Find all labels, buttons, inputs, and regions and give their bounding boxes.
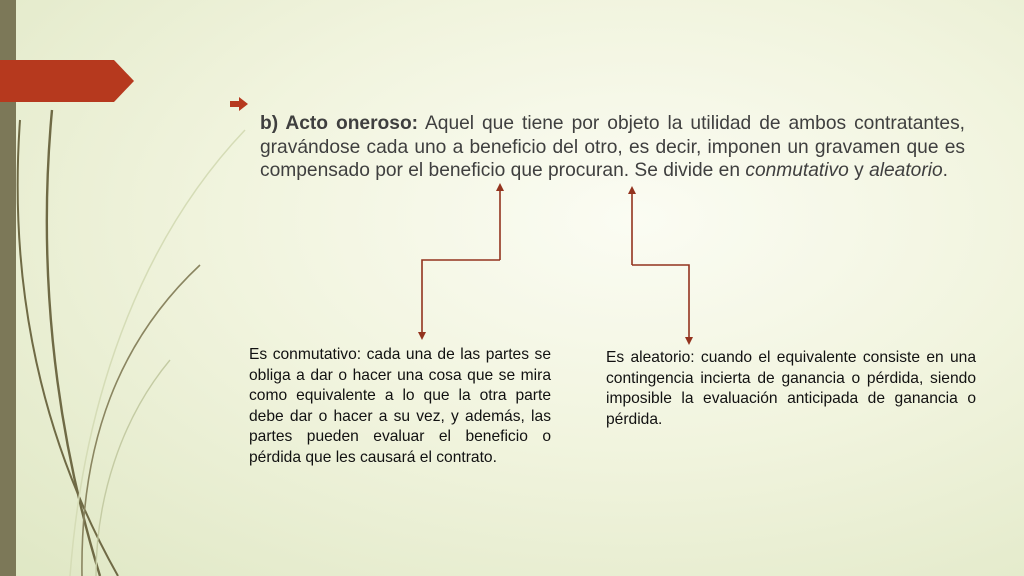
connector-left: [422, 187, 500, 336]
bullet-lead: b) Acto oneroso:: [260, 113, 419, 135]
term-aleatorio: aleatorio: [869, 160, 943, 182]
bullet-connector: y: [848, 160, 870, 182]
bullet-end: .: [942, 160, 949, 182]
connector-right: [632, 190, 689, 341]
definition-conmutativo: Es conmutativo: cada una de las partes se obliga a dar o hacer una cosa que se mira como equivalente a lo que la otra parte debe dar o hacer a su vez, y además, las partes pueden evaluar el beneficio o pérdida que les causará el contrato.: [249, 346, 551, 466]
bullet-body: Aquel que tiene por objeto la utilidad de ambos contratantes, gravándose cada uno a beneficio del otro, es decir, imponen un gravamen que es compensado por el beneficio que procuran. Se divide en: [260, 113, 965, 182]
definition-aleatorio: Es aleatorio: cuando el equivalente consiste en una contingencia incierta de ganancia o pérdida, siendo imposible la evaluación anticipada de ganancia o pérdida.: [606, 349, 976, 428]
term-conmutativo: conmutativo: [745, 160, 849, 182]
